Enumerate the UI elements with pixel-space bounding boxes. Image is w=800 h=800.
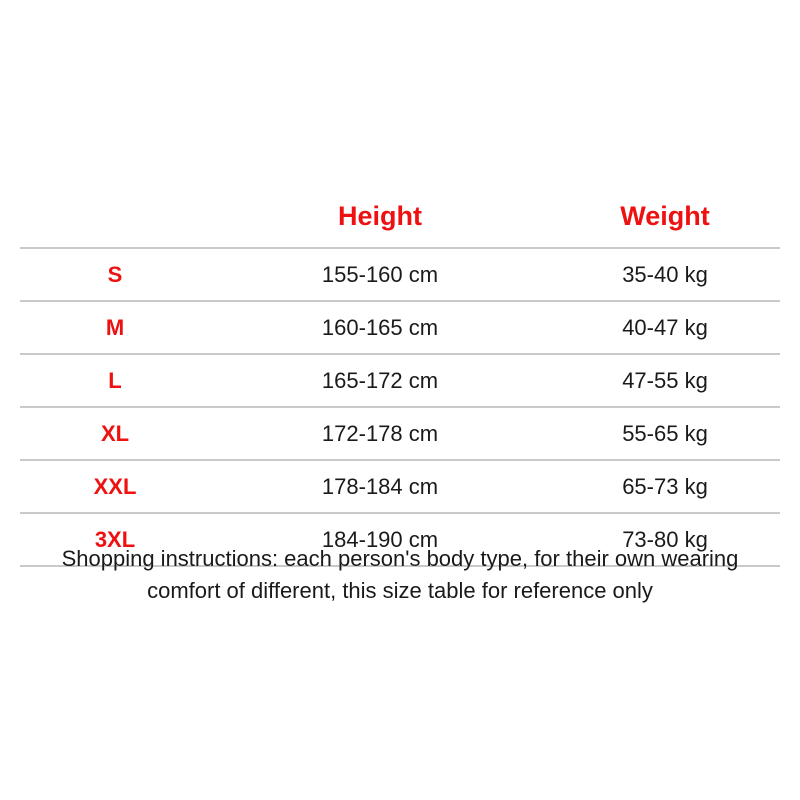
column-header-height: Height xyxy=(338,200,422,231)
table-row xyxy=(20,301,780,354)
cell-height: 184-190 cm xyxy=(321,526,439,552)
shopping-instructions xyxy=(20,543,780,607)
cell-weight: 35-40 kg xyxy=(622,261,708,287)
size-table-container xyxy=(20,185,780,567)
column-header-size xyxy=(20,185,210,248)
cell-size: XL xyxy=(100,420,130,446)
table-row xyxy=(20,407,780,460)
cell-size: L xyxy=(108,367,122,393)
cell-weight: 73-80 kg xyxy=(622,526,708,552)
cell-height: 165-172 cm xyxy=(321,367,439,393)
cell-weight: 55-65 kg xyxy=(622,420,708,446)
table-row xyxy=(20,354,780,407)
cell-size: S xyxy=(107,261,123,287)
table-header-row xyxy=(20,185,780,248)
size-table xyxy=(20,185,780,567)
cell-height: 172-178 cm xyxy=(321,420,439,446)
table-body xyxy=(20,248,780,566)
cell-size: M xyxy=(105,314,125,340)
cell-height: 160-165 cm xyxy=(321,314,439,340)
table-row xyxy=(20,248,780,301)
table-header xyxy=(20,185,780,248)
cell-weight: 40-47 kg xyxy=(622,314,708,340)
cell-height: 178-184 cm xyxy=(321,473,439,499)
cell-size: XXL xyxy=(93,473,137,499)
instructions-line-1: Shopping instructions: each person's body type, for their own wearing xyxy=(61,546,739,571)
cell-weight: 65-73 kg xyxy=(622,473,708,499)
cell-size: 3XL xyxy=(94,526,136,552)
column-header-weight: Weight xyxy=(620,200,710,231)
table-row xyxy=(20,460,780,513)
instructions-line-2: comfort of different, this size table for reference only xyxy=(147,577,653,603)
cell-weight: 47-55 kg xyxy=(622,367,708,393)
cell-height: 155-160 cm xyxy=(321,261,439,287)
